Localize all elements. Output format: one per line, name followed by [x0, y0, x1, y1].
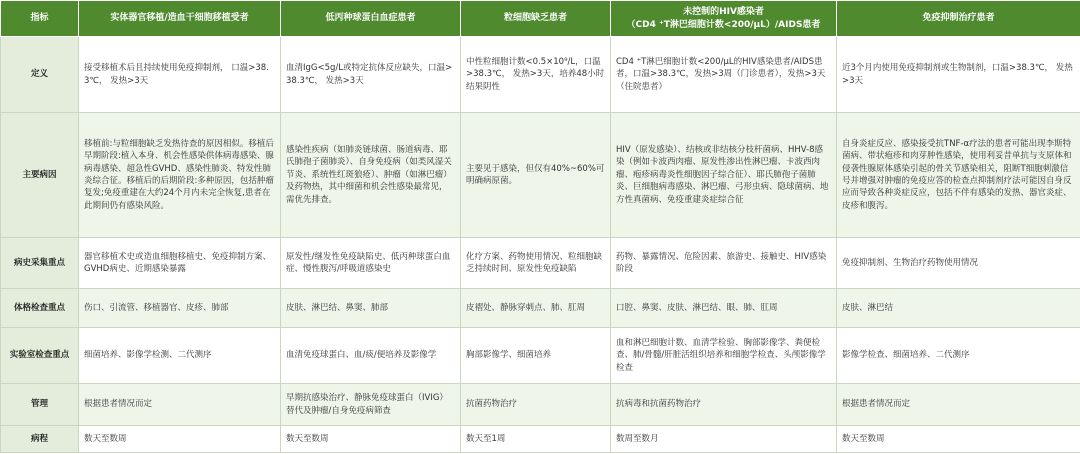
row-label: 实验室检查重点: [1, 328, 79, 384]
row-course: [1, 426, 1080, 453]
cell-hiv: 药物、暴露情况、危险因素、旅游史、接触史、HIV感染阶段: [611, 238, 837, 289]
cell-transplant: 伤口、引流管、移植器官、皮疹、肺部: [79, 289, 281, 328]
row-physical-exam: [1, 289, 1080, 328]
header-hiv-line2: （CD4 ⁺T淋巴细胞计数<200/μL）/AIDS患者: [626, 19, 821, 30]
cell-neutropenia: 化疗方案、药物使用情况、粒细胞缺乏持续时间、原发性免疫缺陷: [461, 238, 611, 289]
row-label: 主要病因: [1, 113, 79, 238]
header-hiv-line1: 未控制的HIV感染者: [683, 6, 764, 17]
row-label: 病程: [1, 426, 79, 453]
cell-hypogammaglobulinemia: 原发性/继发性免疫缺陷史、低丙种球蛋白血症、慢性腹泻/呼吸道感染史: [281, 238, 461, 289]
row-lab-tests: [1, 328, 1080, 384]
cell-hypogammaglobulinemia: 数天至数周: [281, 426, 461, 453]
row-main-causes: [1, 113, 1080, 238]
cell-hiv: 血和淋巴细胞计数、血清学检验、胸部影像学、粪便检查、肺/骨髓/肝脏活组织培养和细胞学检查、头颅影像学检查: [611, 328, 837, 384]
row-definition: [1, 37, 1080, 113]
cell-immunosuppressed: 数天至数周: [837, 426, 1080, 453]
cell-immunosuppressed: 皮肤、淋巴结: [837, 289, 1080, 328]
row-management: [1, 384, 1080, 426]
cell-hiv: CD4 ⁺T淋巴细胞计数<200/μL的HIV感染患者/AIDS患者，口温>38.3℃，发热>3周（门诊患者），发热>3天（住院患者）: [611, 37, 837, 113]
cell-transplant: 移植前:与粒细胞缺乏发热待查的原因相似。移植后早期阶段:植入本身、机会性感染供体病毒感染、腺病毒感染、超急性GVHD、感染性肺炎、特发性肺炎综合征。移植后的后期阶段:多种原因，包括肿瘤复发;免疫重建在大约24个月内未完全恢复,患者在此期间仍有感染风险。: [79, 113, 281, 238]
cell-immunosuppressed: 影像学检查、细菌培养、二代测序: [837, 328, 1080, 384]
cell-hiv: 抗病毒和抗菌药物治疗: [611, 384, 837, 426]
header-immunosuppressed: 免疫抑制治疗患者: [837, 1, 1080, 37]
cell-immunosuppressed: 免疫抑制剂、生物治疗药物使用情况: [837, 238, 1080, 289]
cell-hypogammaglobulinemia: 感染性疾病（如肺炎链球菌、肠道病毒、耶氏肺孢子菌肺炎）、自身免疫病（如类风湿关节炎、系统性红斑狼疮）、肿瘤（如淋巴瘤）及药物热，其中细菌和机会性感染最常见，需优先排查。: [281, 113, 461, 238]
row-label: 体格检查重点: [1, 289, 79, 328]
cell-transplant: 器官移植术史或造血细胞移植史、免疫抑制方案、GVHD病史、近期感染暴露: [79, 238, 281, 289]
header-hypogammaglobulinemia: 低丙种球蛋白血症患者: [281, 1, 461, 37]
cell-hiv: 口腔、鼻窦、皮肤、淋巴结、眼、肺、肛周: [611, 289, 837, 328]
cell-hiv: 数周至数月: [611, 426, 837, 453]
row-label: 病史采集重点: [1, 238, 79, 289]
cell-transplant: 根据患者情况而定: [79, 384, 281, 426]
row-label: 管理: [1, 384, 79, 426]
cell-immunosuppressed: 根据患者情况而定: [837, 384, 1080, 426]
cell-neutropenia: 皮褶处、静脉穿刺点、肺、肛周: [461, 289, 611, 328]
cell-hypogammaglobulinemia: 血清IgG<5g/L或特定抗体反应缺失，口温>38.3℃， 发热>3天: [281, 37, 461, 113]
cell-transplant: 数天至数周: [79, 426, 281, 453]
cell-immunosuppressed: 近3个月内使用免疫抑制剂或生物制剂，口温>38.3℃， 发热>3天: [837, 37, 1080, 113]
header-row: [1, 1, 1080, 37]
cell-immunosuppressed: 自身炎症反应、感染接受抗TNF-α疗法的患者可能出现李斯特菌病、带状疱疹和肉芽肿性感染，使用利妥昔单抗与支原体和侵袭性腺原体感染引起的骨关节感染相关，阻断T细胞刺激信号并增强对肿瘤的免疫应答的检查点抑制剂疗法可能因自身反应而导致各种炎症反应，包括不伴有感染的发热、器官炎症、皮疹和腹泻。: [837, 113, 1080, 238]
header-hiv: [611, 1, 837, 37]
header-transplant: 实体器官移植/造血干细胞移植受者: [79, 1, 281, 37]
cell-hypogammaglobulinemia: 皮肤、淋巴结、鼻窦、肺部: [281, 289, 461, 328]
cell-neutropenia: 抗菌药物治疗: [461, 384, 611, 426]
row-history: [1, 238, 1080, 289]
cell-hiv: HIV（原发感染）、结核或非结核分枝杆菌病、HHV-8感染（例如卡波西肉瘤、原发性渗出性淋巴瘤、卡波西肉瘤、疱疹病毒炎性细胞因子综合征）、耶氏肺孢子菌肺炎、巨细胞病毒感染、淋巴瘤、弓形虫病、隐球菌病、地方性真菌病、免疫重建炎症综合征: [611, 113, 837, 238]
cell-hypogammaglobulinemia: 血清免疫球蛋白、血/痰/便培养及影像学: [281, 328, 461, 384]
cell-neutropenia: 数天至1周: [461, 426, 611, 453]
cell-transplant: 细菌培养、影像学检测、二代测序: [79, 328, 281, 384]
header-indicator: 指标: [1, 1, 79, 37]
cell-neutropenia: 主要见于感染，但仅有40%~60%可明确病原菌。: [461, 113, 611, 238]
row-label: 定义: [1, 37, 79, 113]
cell-hypogammaglobulinemia: 早期抗感染治疗、静脉免疫球蛋白（IVIG）替代及肿瘤/自身免疫病筛查: [281, 384, 461, 426]
cell-neutropenia: 中性粒细胞计数<0.5×10⁹/L，口温>38.3℃， 发热>3天，培养48小时结果阴性: [461, 37, 611, 113]
cell-neutropenia: 胸部影像学、细菌培养: [461, 328, 611, 384]
cell-transplant: 接受移植术后且持续使用免疫抑制剂， 口温>38.3℃， 发热>3天: [79, 37, 281, 113]
header-neutropenia: 粒细胞缺乏患者: [461, 1, 611, 37]
